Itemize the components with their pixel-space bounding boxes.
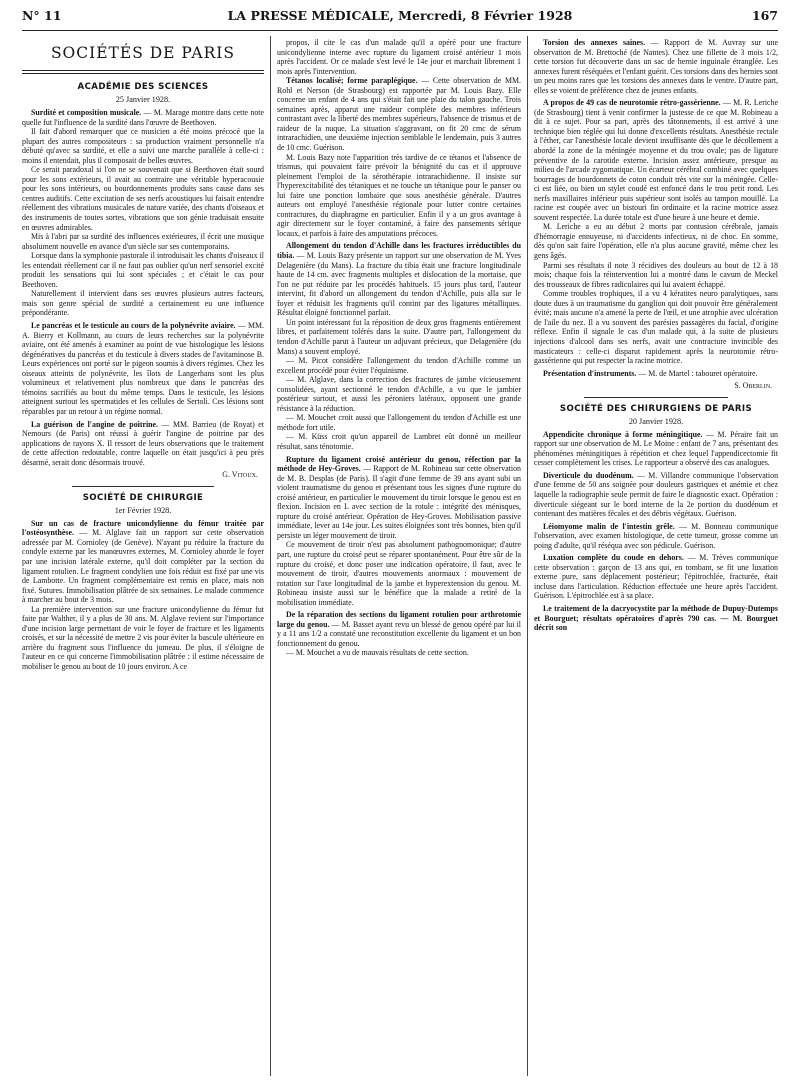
- paragraph: — M. Mouchet a vu de mauvais résultats de cette section.: [286, 648, 469, 658]
- article-text: — M. Louis Bazy présente un rapport sur une observation de M. Yves Delagenière (du Mans). La fracture du tibia était une fracture longitudinale haute de 14 cm. avec fragments multiples et dislocation de la mortaise, que l'on ne put réduire par les procédés habituels. 15 jours plus tard, l'auteur intervint, fit d'abord un allongement du tendon d'Achille, puis alla sur le foyer et réduisit les fragments qu'il contint par des ligatures métalliques. Résultat éloigné fonctionnel parfait.: [277, 251, 521, 318]
- article-heading: Appendicite chronique à forme méningitique.: [543, 429, 703, 439]
- article-fracture-femur: [22, 519, 264, 605]
- article-text: — M. R. Leriche (de Strasbourg) tient à venir confirmer la justesse de ce que M. Robineau a dit à ce sujet. Pour sa part, après des tâtonnements, il est arrivé à une technique bien réglée qui lui donne d'excellents résultats. Anesthésie rectale à l'éther, car l'anesthésie locale devient insuffisante dès que le décollement a abordé la zone de la méningée moyenne et du trou ovale; pas de ligature préventive de la carotide externe. Incision assez antérieure, presque au milieu de l'arcade zygomatique. Un écarteur cérébral combiné avec quelques bourrages de bourdonnets de coton conduit très vite sur la méningée. Celle-ci est liée, ou bien un stylet coudé est enfoncé dans le trou petit rond. Les nerfs maxillaires inférieur puis supérieur sont isolés au tampon mouillé. La racine est coupée avec un bistouri fin ordinaire et la racine motrice assez souvent respectée. La durée totale est d'une heure à une heure et demie.: [534, 98, 778, 222]
- article-text: — Rapport de M. Robineau sur cette observation de M. B. Desplas (de Paris). Il s'agit d'une femme de 39 ans ayant subi un violent traumatisme du genou et présentant tous les signes d'une rupture du croisé antérieur, en particulier le mouvement du tiroir lorsque le genou est en flexion. Incision en L avec section de la rotule : intégrité des ménisques, rupture du croisé antérieur. Opération de Hey-Groves. Mobilisation passive immédiate, lever au 14e jour. Les suites éloignées sont très bonnes, bien qu'il persiste un léger mouvement de tiroir.: [277, 464, 521, 540]
- article-heading: Allongement du tendon d'Achille dans les fractures irréductibles du tibia.: [277, 241, 521, 261]
- article-torsion-annexes: [534, 38, 778, 95]
- article-heading: De la réparation des sections du ligament rotulien pour arthrotomie large du genou.: [277, 610, 521, 629]
- article-leiomyome: [534, 522, 778, 551]
- paragraph: M. Leriche a eu au début 2 morts par contusion cérébrale, jamais d'hémorragie ennuyeuse, ni d'accidents infectieux, ni de choc. En somme, dès qu'on sait faire l'opération, elle n'a plus aucune gravité, même chez les gens âgés.: [534, 222, 778, 261]
- column-3: [534, 38, 778, 1074]
- article-surdite: [22, 108, 264, 127]
- article-text: — M. Péraire fait un rapport sur une observation de M. Le Moine : enfant de 7 ans, présentant des phénomènes méningitiques à répétition et chez lequel l'appendicectomie fit cesser complètement les crises. Le rapporteur a observé des cas analogues.: [534, 429, 778, 468]
- column-rule-2: [527, 36, 528, 1076]
- section-masthead: SOCIÉTÉS DE PARIS: [50, 44, 236, 62]
- paragraph: propos, il cite le cas d'un malade qu'il a opéré pour une fracture unicondylienne interne avec rupture du ligament croisé antérieur 1 mois après l'accident. Or ce malade s'est levé le 14e jour et marchait librement 1 mois après l'intervention.: [277, 38, 521, 76]
- article-text: — M. de Martel : tabouret opératoire.: [638, 368, 758, 378]
- chirurgiens-date: 20 Janvier 1928.: [628, 416, 684, 426]
- chirurgie-date: 1er Février 1928.: [114, 505, 172, 515]
- chirurgie-heading: SOCIÉTÉ DE CHIRURGIE: [82, 492, 204, 503]
- issue-number: N° 11: [22, 8, 62, 23]
- article-heading: Le pancréas et le testicule au cours de la polynévrite aviaire.: [31, 321, 236, 331]
- signature: G. Vitoux.: [222, 470, 258, 480]
- journal-title-date: LA PRESSE MÉDICALE, Mercredi, 8 Février 1928: [227, 8, 573, 23]
- article-heading: Torsion des annexes saines.: [543, 38, 646, 47]
- paragraph: Un point intéressant fut la réposition de deux gros fragments entièrement libres, et parfaitement tolérés dans la suite. D'autre part, l'allongement du tendon d'Achille parut à l'auteur un adjuvant précieux, que Delagenière (du Mans) a souvent employé.: [277, 317, 521, 356]
- paragraph: Parmi ses résultats il note 3 récidives des douleurs au bout de 12 à 18 mois; chaque fois la réintervention lui a montré dans le cavum de Meckel des trousseaux de fibres radiculaires qui lui avaient échappé.: [534, 260, 778, 289]
- article-heading: Surdité et composition musicale.: [31, 108, 142, 117]
- article-instruments: [534, 369, 778, 379]
- paragraph: — M. Picot considère l'allongement du tendon d'Achille comme un excellent procédé pour éviter l'équinisme.: [277, 356, 521, 375]
- column-rule-1: [270, 36, 271, 1076]
- paragraph: Ce mouvement de tiroir n'est pas absolument pathognomonique; d'autre part, une rupture du croisé peut se réparer spontanément. Pour être sûr de la rupture du croisé, et donc poser une indication opératoire, il faut, avec le mouvement de tiroir, d'autres mouvements anormaux : mouvement de rotation sur l'axe longitudinal de la jambe et hyperextension du genou. M. Robineau insiste aussi sur le bénéfice que la malade a retiré de la mobilisation immédiate.: [277, 540, 521, 607]
- section-rule: [72, 486, 214, 487]
- article-heading: La guérison de l'angine de poitrine.: [31, 419, 159, 429]
- article-dacryocystite: Le traitement de la dacryocystite par la méthode de Dupuy-Dutemps et Bourguet; résultats opératoires d'après 790 cas. — M. Bourguet décrit son: [534, 604, 778, 633]
- article-pancreas: [22, 321, 264, 416]
- paragraph: Ce serait paradoxal si l'on ne se souvenait que si Beethoven était sourd pour les sons extérieurs, il avait au contraire une véritable hyperacousie pour les sons intérieurs, ou bourdonnements produits sans cause dans ses centres auditifs. Cette excitation de ses nerfs acoustiques lui faisait entendre réellement des vibrations musicales de nature variée, des chants d'oiseaux et des instruments de toutes sortes, vibrations que son génie traduisait ensuite en œuvres admirables.: [22, 165, 264, 232]
- academie-heading: ACADÉMIE DES SCIENCES: [77, 82, 209, 92]
- article-heading: Diverticule du duodénum.: [543, 470, 634, 480]
- paragraph: Naturellement il intervient dans ses œuvres plusieurs autres facteurs, mais son genre spécial de surdité a certainement eu une influence prépondérante.: [22, 289, 264, 318]
- chirurgiens-heading: SOCIÉTÉ DES CHIRURGIENS DE PARIS: [559, 403, 753, 414]
- paragraph: Mis à l'abri par sa surdité des influences extérieures, il écrit une musique absolument nouvelle en avance d'un siècle sur ses contemporains.: [22, 232, 264, 251]
- article-luxation-coude: [534, 553, 778, 601]
- article-heading: Sur un cas de fracture unicondylienne du fémur traitée par l'ostéosynthèse.: [22, 518, 264, 538]
- article-neurotomie: [534, 98, 778, 222]
- article-text: — MM. Barrieu (de Royat) et Nemours (de Paris) ont réussi à guérir l'angine de poitrine par des applications de rayons X. Il ressort de leurs observations que le traitement de cette affection redoutable, contre laquelle on était jusqu'ici à peu près désarmé, serait donc désormais trouvé.: [22, 419, 264, 467]
- paragraph: M. Louis Bazy note l'apparition très tardive de ce tétanos et l'absence de trismus, qui pouvaient faire prévoir la bénignité du cas et il approuve pleinement l'emploi de la sérothérapie intrarachidienne. Il insiste sur l'hyperexcitabilité des tétaniques et ne touche un tétanique pour le panser ou lui faire une ponction lombaire que sous anesthésie générale. D'autres auteurs ont employé l'anesthésie régionale pour lutter contre certaines contractures, du diaphragme en particulier. Enfin il y a un gros avantage à agir directement sur le foyer contaminé, à faire des pansements sérique locaux, et parfois à faire des amputations précoces.: [277, 152, 521, 238]
- article-text: — M. Bonneau communique l'observation, avec examen histologique, de cette tumeur, grosse comme un poing d'adulte, qu'il réséqua avec son pédicule. Guérison.: [534, 521, 778, 550]
- article-heading: Présentation d'instruments.: [543, 368, 637, 378]
- academie-date: 25 Janvier 1928.: [115, 95, 171, 104]
- article-text: — M. Alglave fait un rapport sur cette observation adressée par M. Cornioley (de Genève). N'ayant pu réduire la fracture du condyle externe par les manœuvres externes, M. Cornioley aborde le foyer par une incision latérale externe, qu'il doit compléter par la section du ligament rotulien. Le fragment condylien une fois réduit est fixé par une vis de Lambotte. Un fragment complémentaire est remis en place, mais non fixé. Sutures. Immobilisation plâtrée de six semaines. Le malade commence à marcher au bout de 3 mois.: [22, 528, 264, 605]
- page-number: 167: [751, 8, 778, 23]
- article-tetanos: [277, 76, 521, 152]
- running-head: [22, 4, 778, 31]
- article-angine: [22, 420, 264, 468]
- article-text: — Cette observation de MM. Rohl et Nerson (de Strasbourg) est rapportée par M. Louis Bazy. Elle concerne un enfant de 4 ans qui s'était fait une plaie du talon gauche. Trois semaines après, apparut une raideur complète des membres inférieurs contrastant avec la liberté des membres supérieurs, l'absence de trismus et de raideur de la nuque. La situation s'aggravant, on fit 20 cmc de sérum intrarachidien, une deuxième injection semblable le lendemain, puis 3 autres de 10 cmc. Guérison.: [277, 76, 521, 153]
- article-heading: Tétanos localisé; forme paraplégique.: [286, 76, 418, 86]
- article-heading: Rupture du ligament croisé antérieur du genou, réfection par la méthode de Hey-Groves.: [277, 454, 521, 474]
- article-appendicite: [534, 430, 778, 468]
- paragraph: Lorsque dans la symphonie pastorale il introduisait les chants d'oiseaux il les entendait réellement car il ne faut pas oublier qu'un nerf sensoriel excité produit les sensations qui lui sont spéciales ; et c'était le cas pour Beethoven.: [22, 251, 264, 289]
- article-ligament-croise: [277, 455, 521, 541]
- article-heading: Luxation complète du coude en dehors.: [543, 553, 684, 563]
- column-2: [277, 38, 521, 1074]
- article-diverticule: [534, 471, 778, 519]
- article-text: — M. Trèves communique cette observation : garçon de 13 ans qui, en tombant, se fit une luxation externe pure, sans déplacement postérieur; l'épitrochlée, fracturée, était incluse dans l'articulation. Réduction effectuée une heure après l'accident. Guérison. L'épitrochlée est à sa place.: [534, 553, 778, 601]
- paragraph: Comme troubles trophiques, il a vu 4 kératites neuro paralytiques, sans doute dues à un traumatisme du ganglion qui doit pouvoir être généralement évité; mais aucune n'a amené la perte de l'œil, et une atrophie avec ulcération de l'aile du nez. Il a vu souvent des parésies passagères du facial, d'origine réflexe. Enfin il signale le cas d'un malade qui, à la suite de plusieurs injections d'alcool dans ses nerfs, avait une contracture invincible des masticateurs : celle-ci disparut rapidement après la neurotomie rétro-gassérienne qui put respecter la racine motrice.: [534, 289, 778, 366]
- article-text: — M. Villandre communique l'observation d'une femme de 50 ans soignée pour douleurs gastriques et anémie et chez laquelle la radiographie seule permit de faire le diagnostic exact. Opération : diverticule siégeant sur le bord interne de la 2e portion du duodénum et contenant des matières fécales et des débris végétaux. Guérison.: [534, 470, 778, 519]
- article-text: — M. Marage montre dans cette note quelle fut l'influence de la surdité dans l'œuvre de Beethoven.: [22, 108, 264, 127]
- paragraph: Il fait d'abord remarquer que ce musicien a été moins précocé que la plupart des autres compositeurs : sa production vraiment personnelle n'a débuté qu'avec sa surdité, et elle a suivi une marche parallèle à celle-ci : moins il entendait, plus il composait de belles œuvres.: [22, 127, 264, 165]
- article-text: — M. Basset ayant revu un blessé de genou opéré par lui il y a 11 ans 1/2 a constaté une reconstitution excellente du ligament et un bon fonctionnement du genou.: [277, 619, 521, 648]
- masthead-rule: [22, 70, 264, 74]
- article-heading: Léiomyome malin de l'intestin grêle.: [543, 521, 675, 531]
- article-heading: A propos de 49 cas de neurotomie rétro-gassérienne.: [543, 98, 721, 108]
- article-tendon-achille: [277, 241, 521, 317]
- column-1: [22, 38, 264, 1074]
- article-text: — Rapport de M. Auvray sur une observation de M. Brettoché (de Nantes). Chez une fillette de 3 mois 1/2, cette torsion fut découverte dans un sac de hernie inguinale étranglée. Les annexes furent réséquées et l'enfant guérit. Ces torsions dans des hernies sont un peu moins rares que les torsions des annexes dans le ventre. D'autre part, elles se voient de préférence chez de jeunes enfants.: [534, 38, 778, 95]
- paragraph: — M. Küss croit qu'un appareil de Lambret eût donné un meilleur résultat, sans ténotomie.: [277, 432, 521, 451]
- signature: S. Oberlin.: [734, 381, 772, 391]
- paragraph: — M. Alglave, dans la correction des fractures de jambe vicieusement consolidées, ayant sectionné le tendon d'Achille, a vu que le jambier postérieur surtout, et aussi les péroniers latéraux, opposent une grande résistance à la réduction.: [277, 375, 521, 413]
- section-rule: [584, 397, 728, 398]
- article-text: — MM. A. Bierry et Kollmann, au cours de leurs recherches sur la polynévrite aviaire, ont été amenés à examiner au point de vue histologique les lésions dégénératives du pancréas et du testicule à divers stades de l'avitaminose B. Leurs expériences ont porté sur le pigeon soumis à divers régimes. Chez les oiseaux atteints de polynévrite, les îlots de Langerhans sont les plus volumineux et relativement plus nombreux que dans le pancréas des témoins sacrifiés au bout du même temps. Dans le testicule, les lésions atteignent surtout les spermatides et les cellules de Sertoli. Ces lésions sont réparables par un retour à un régime normal.: [22, 321, 264, 416]
- paragraph: — M. Mouchet croit aussi que l'allongement du tendon d'Achille est une méthode fort utile.: [277, 413, 521, 432]
- article-ligament-rotulien: [277, 610, 521, 648]
- paragraph: La première intervention sur une fracture unicondylienne du fémur fut faite par Walther, il y a plus de 30 ans. M. Alglave revient sur l'importance d'une incision large permettant de voir le foyer de fracture et les ligaments croisés, et sur la nécessité de mettre 2 vis pour éviter la bascule ultérieure en arrière du fragment sous l'influence du jumeau. De plus, il s'éloigne de l'auteur en ce qui concerne l'immobilisation plâtrée : il estime nécessaire de mobiliser le genou au bout de 10 jours environ. A ce: [22, 604, 264, 672]
